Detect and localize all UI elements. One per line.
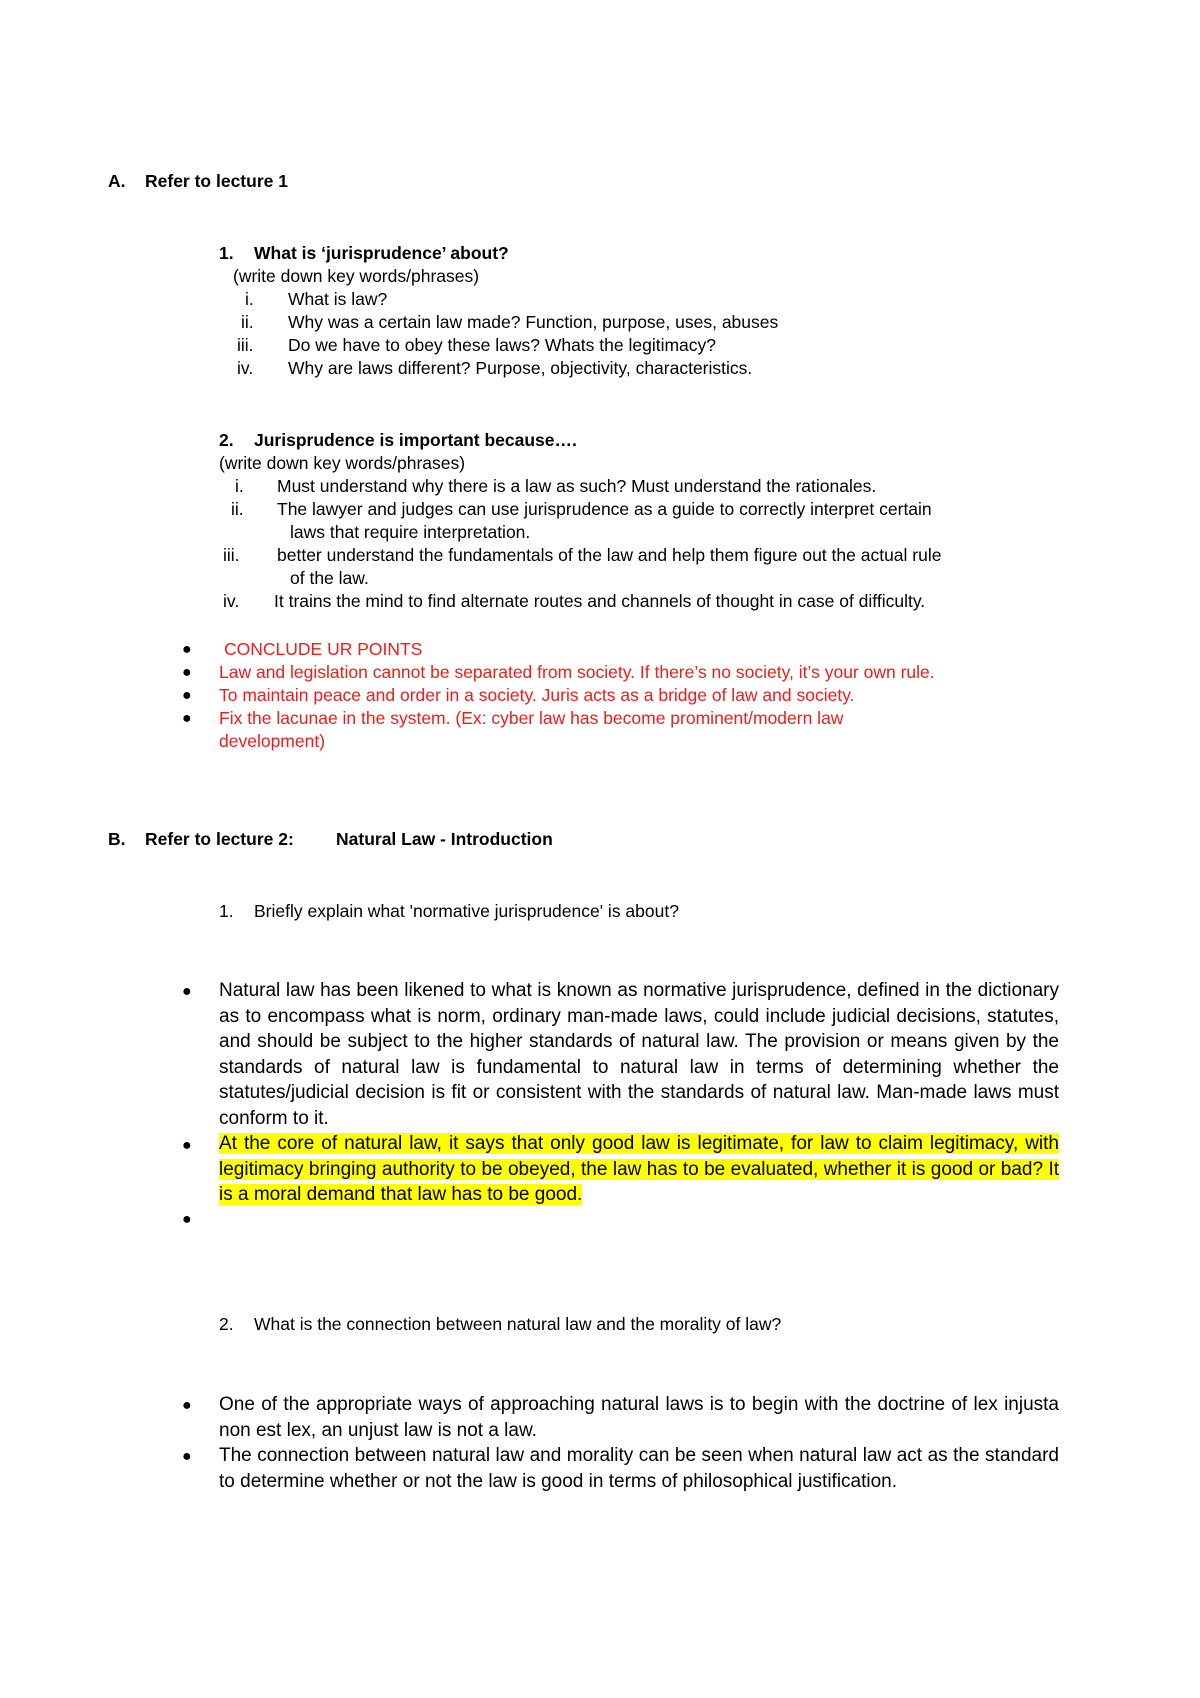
a-q2-hint: (write down key words/phrases) [219, 453, 466, 473]
b-q2-number: 2. [219, 1314, 234, 1334]
a-q2-item-number: i. [235, 476, 244, 496]
b-q1-answer-highlighted [219, 1131, 1059, 1208]
a-q2-number: 2. [219, 430, 234, 450]
section-b-title: Refer to lecture 2: [145, 829, 294, 849]
bullet-icon: ● [182, 664, 192, 681]
a-q2-item-text: It trains the mind to find alternate routes and channels of thought in case of difficulty. [274, 591, 926, 611]
b-q2-answer: The connection between natural law and morality can be seen when natural law act as the standard to determine whether or not the law is good in terms of philosophical justification. [219, 1445, 1059, 1492]
bullet-icon: ● [182, 1448, 192, 1465]
a-q2-title: Jurisprudence is important because…. [254, 430, 577, 450]
bullet-icon: ● [182, 1397, 192, 1414]
section-a-marker: A. [108, 171, 126, 191]
bullet-icon: ● [182, 983, 192, 1000]
a-q1-title: What is ‘jurisprudence’ about? [254, 243, 509, 263]
a-q1-item-number: i. [245, 289, 254, 309]
bullet-icon: ● [182, 1137, 192, 1154]
section-a-title: Refer to lecture 1 [145, 171, 288, 191]
a-q2-item-text: of the law. [290, 568, 369, 588]
b-q2-answer: One of the appropriate ways of approaching natural laws is to begin with the doctrine of lex injusta non est lex, an unjust law is not a law. [219, 1394, 1059, 1441]
a-q2-item-text: Must understand why there is a law as such? Must understand the rationales. [277, 476, 877, 496]
bullet-icon: ● [182, 1211, 192, 1228]
a-q1-item-number: iv. [237, 358, 254, 378]
a-q2-item-number: ii. [231, 499, 244, 519]
a-q1-item-text: What is law? [288, 289, 388, 309]
a-q2-item-number: iii. [223, 545, 240, 565]
b-q1-text: Briefly explain what 'normative jurisprudence' is about? [254, 901, 679, 921]
section-b-marker: B. [108, 829, 126, 849]
conclude-point: Law and legislation cannot be separated from society. If there’s no society, it’s your own rule. [219, 662, 935, 682]
bullet-icon: ● [182, 710, 192, 727]
a-q1-hint: (write down key words/phrases) [233, 266, 480, 286]
a-q1-number: 1. [219, 243, 234, 263]
a-q1-item-number: ii. [241, 312, 254, 332]
highlighted-text: At the core of natural law, it says that only good law is legitimate, for law to claim legitimacy, with legitimacy bringing authority to be obeyed, the law has to be evaluated, whether it is good or bad? It is a moral demand that law has to be good. [219, 1133, 1059, 1205]
a-q1-item-text: Why was a certain law made? Function, purpose, uses, abuses [288, 312, 779, 332]
conclude-heading: CONCLUDE UR POINTS [224, 639, 423, 659]
a-q2-item-text: better understand the fundamentals of the law and help them figure out the actual rule [277, 545, 942, 565]
b-q2-text: What is the connection between natural law and the morality of law? [254, 1314, 782, 1334]
b-q1-number: 1. [219, 901, 234, 921]
section-b-subtitle: Natural Law - Introduction [336, 829, 553, 849]
conclude-point: Fix the lacunae in the system. (Ex: cyber law has become prominent/modern law [219, 708, 844, 728]
a-q1-item-number: iii. [237, 335, 254, 355]
a-q2-item-number: iv. [223, 591, 240, 611]
a-q2-item-text: laws that require interpretation. [290, 522, 531, 542]
conclude-point-continued: development) [219, 731, 326, 751]
bullet-icon: ● [182, 687, 192, 704]
a-q2-item-text: The lawyer and judges can use jurisprudence as a guide to correctly interpret certain [277, 499, 932, 519]
a-q1-item-text: Do we have to obey these laws? Whats the legitimacy? [288, 335, 716, 355]
bullet-icon: ● [182, 641, 192, 658]
conclude-point: To maintain peace and order in a society. Juris acts as a bridge of law and society. [219, 685, 855, 705]
b-q1-answer: Natural law has been likened to what is known as normative jurisprudence, defined in the dictionary as to encompass what is norm, ordinary man-made laws, could include judicial decisions, statutes, and should be subject to the higher standards of natural law. The provision or means given by the standards of natural law is fundamental to natural law in terms of determining whether the statutes/judicial decision is fit or consistent with the standards of natural law. Man-made laws must conform to it. [219, 980, 1059, 1129]
a-q1-item-text: Why are laws different? Purpose, objectivity, characteristics. [288, 358, 753, 378]
